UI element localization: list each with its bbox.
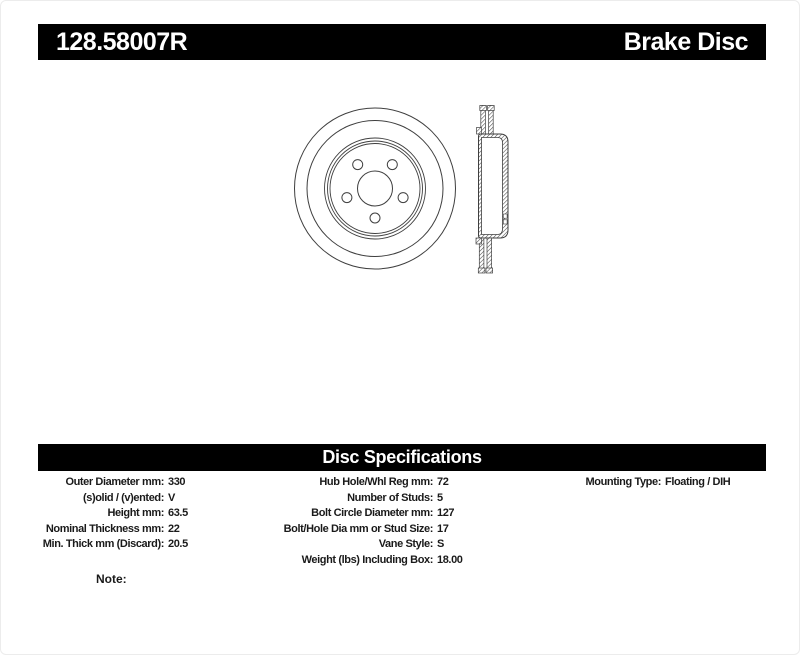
spec-section-title: Disc Specifications bbox=[322, 447, 482, 467]
spec-row bbox=[21, 506, 263, 522]
spec-value: V bbox=[168, 491, 175, 504]
spec-label: Weight (lbs) Including Box: bbox=[301, 553, 433, 566]
stud-hole bbox=[387, 160, 397, 170]
brake-disc-cross-section-side-view bbox=[476, 106, 508, 274]
spec-value: 18.00 bbox=[437, 553, 463, 566]
spec-label: Vane Style: bbox=[378, 538, 433, 551]
hat-body-face bbox=[482, 138, 503, 235]
friction-ring-section-top bbox=[477, 106, 495, 135]
spec-value: S bbox=[437, 538, 444, 551]
spec-column-dimensions bbox=[21, 475, 263, 553]
spec-label: Number of Studs: bbox=[347, 491, 433, 504]
spec-value: 330 bbox=[168, 476, 186, 488]
spec-row bbox=[263, 491, 531, 507]
part-number: 128.58007R bbox=[56, 27, 188, 56]
spec-row bbox=[21, 491, 263, 507]
spec-label: Bolt/Hole Dia mm or Stud Size: bbox=[283, 522, 433, 535]
spec-row bbox=[263, 506, 531, 522]
spec-row bbox=[263, 537, 531, 553]
brake-disc-front-view bbox=[295, 108, 456, 269]
hat-ring-inner-circle bbox=[330, 144, 420, 234]
spec-value: 5 bbox=[437, 491, 443, 504]
spec-row bbox=[263, 522, 531, 538]
spec-value: 22 bbox=[168, 522, 180, 535]
spec-row bbox=[21, 522, 263, 538]
friction-ring-section-bottom bbox=[476, 238, 493, 273]
spec-value: 17 bbox=[437, 522, 449, 535]
spec-label: Height mm: bbox=[107, 507, 164, 520]
brake-disc-technical-drawing bbox=[269, 94, 533, 288]
spec-label: Outer Diameter mm: bbox=[65, 476, 164, 488]
note-label: Note: bbox=[96, 572, 127, 586]
hub-center-hole bbox=[358, 171, 393, 206]
spec-label: Hub Hole/Whl Reg mm: bbox=[319, 476, 433, 488]
stud-hole bbox=[353, 160, 363, 170]
spec-label: Mounting Type: bbox=[585, 476, 661, 488]
hat-wall-notch bbox=[503, 220, 507, 224]
spec-value: 20.5 bbox=[168, 538, 188, 551]
product-title: Brake Disc bbox=[623, 27, 748, 56]
hat-ring-outer-circle bbox=[325, 138, 426, 239]
spec-section-header bbox=[38, 444, 766, 471]
spec-value: 72 bbox=[437, 476, 449, 488]
title-bar bbox=[38, 24, 766, 60]
hat-ring-middle-circle bbox=[328, 141, 423, 236]
stud-hole bbox=[342, 193, 352, 203]
stud-hole bbox=[370, 213, 380, 223]
spec-column-mounting bbox=[531, 475, 766, 491]
spec-label: (s)olid / (v)ented: bbox=[82, 491, 164, 504]
stud-hole bbox=[398, 193, 408, 203]
spec-value: 63.5 bbox=[168, 507, 188, 520]
spec-label: Min. Thick mm (Discard): bbox=[42, 538, 164, 551]
spec-row bbox=[21, 537, 263, 553]
spec-label: Bolt Circle Diameter mm: bbox=[311, 507, 433, 520]
spec-value: 127 bbox=[437, 507, 455, 520]
hat-wall-notch bbox=[503, 214, 507, 218]
spec-value: Floating / DIH bbox=[665, 476, 731, 488]
spec-row bbox=[21, 475, 263, 491]
spec-row bbox=[263, 553, 531, 569]
spec-column-hub bbox=[263, 475, 531, 569]
spec-row bbox=[263, 475, 531, 491]
spec-row bbox=[531, 475, 766, 491]
disc-outer-edge-circle bbox=[295, 108, 456, 269]
spec-label: Nominal Thickness mm: bbox=[45, 522, 164, 535]
